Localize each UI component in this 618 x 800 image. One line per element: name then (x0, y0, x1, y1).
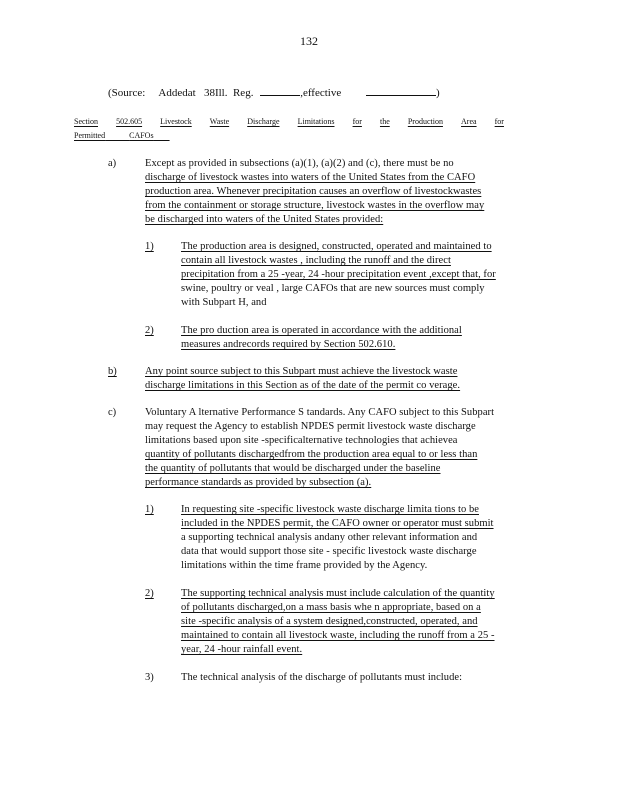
source-prefix: (Source: (108, 87, 146, 99)
para-c2-line: of pollutants discharged,on a mass basis whe n appropriate, based on a (181, 602, 481, 613)
section-heading-line-1 (74, 117, 504, 126)
para-a-marker: a) (108, 158, 117, 169)
para-a2-line: measures andrecords required by Section 502.610. (181, 339, 396, 350)
heading-word: for (352, 117, 362, 126)
para-a-line: production area. Whenever precipitation causes an overflow of livestockwastes (145, 186, 482, 197)
heading-word: CAFOs (129, 131, 154, 140)
para-c2-line: maintained to contain all livestock waste, including the runoff from a 25 - (181, 630, 495, 641)
page-number: 132 (300, 34, 318, 48)
source-added: Addedat (158, 87, 196, 99)
date-blank (366, 86, 436, 96)
para-c-line: performance standards as provided by subsection (a). (145, 477, 372, 488)
heading-word: for (494, 117, 504, 126)
source-reg: Reg. (232, 87, 254, 99)
para-c-line: limitations based upon site -specificalternative technologies that achievea (145, 435, 458, 446)
volume-blank (260, 86, 300, 96)
para-c1-line: data that would support those site - specific livestock waste discharge (181, 546, 477, 557)
para-c1-line: a supporting technical analysis andany other relevant information and (181, 532, 478, 543)
heading-word: Production (407, 117, 443, 126)
para-c-line: the quantity of pollutants that would be discharged under the baseline (145, 463, 441, 474)
heading-word: Section (74, 117, 98, 126)
para-c-marker: c) (108, 407, 117, 418)
heading-word: Permitted (74, 131, 106, 140)
source-note (108, 86, 440, 99)
para-a-line: Except as provided in subsections (a)(1), (a)(2) and (c), there must be no (145, 158, 454, 169)
para-b-marker: b) (108, 366, 117, 377)
para-a-line: discharge of livestock wastes into waters of the United States from the CAFO (145, 172, 476, 183)
para-c3-marker: 3) (145, 672, 154, 683)
heading-word: Waste (209, 117, 230, 126)
source-effective: ,effective (300, 87, 342, 99)
para-c2-marker: 2) (145, 588, 154, 599)
para-c2-line: year, 24 -hour rainfall event. (181, 644, 303, 655)
source-ill: 38Ill. (203, 87, 228, 99)
para-b-line: discharge limitations in this Section as of the date of the permit co verage. (145, 380, 461, 391)
para-a-line: from the containment or storage structure, livestock wastes in the overflow may (145, 200, 485, 211)
para-a1-marker: 1) (145, 241, 154, 252)
para-c1-line: limitations within the time frame provided by the Agency. (181, 560, 428, 571)
para-a-line: be discharged into waters of the United States provided: (145, 214, 384, 225)
para-a1-line: swine, poultry or veal , large CAFOs that are new sources must comply (181, 283, 485, 294)
para-c3-line: The technical analysis of the discharge of pollutants must include: (181, 672, 463, 683)
para-c-line: quantity of pollutants dischargedfrom the production area equal to or less than (145, 449, 478, 460)
source-close: ) (435, 87, 440, 99)
heading-word: Limitations (297, 117, 335, 126)
para-c1-marker: 1) (145, 504, 154, 515)
para-c2-line: site -specific analysis of a system designed,constructed, operated, and (181, 616, 478, 627)
para-a1-line: with Subpart H, and (181, 297, 267, 308)
heading-word: Livestock (160, 117, 192, 126)
para-a1-line: precipitation from a 25 -year, 24 -hour precipitation event ,except that, for (181, 269, 496, 280)
para-c2-line: The supporting technical analysis must include calculation of the quantity (181, 588, 495, 599)
para-a2-line: The pro duction area is operated in accordance with the additional (181, 325, 462, 336)
para-a1-line: contain all livestock wastes , including the runoff and the direct (181, 255, 451, 266)
para-b-line: Any point source subject to this Subpart must achieve the livestock waste (145, 366, 458, 377)
para-c1-line: included in the NPDES permit, the CAFO owner or operator must submit (181, 518, 494, 529)
heading-word: Area (461, 117, 477, 126)
para-c-line: Voluntary A lternative Performance S tandards. Any CAFO subject to this Subpart (145, 407, 495, 418)
heading-word: Discharge (247, 117, 280, 126)
para-a2-marker: 2) (145, 325, 154, 336)
para-c-line: may request the Agency to establish NPDES permit livestock waste discharge (145, 421, 476, 432)
heading-word: the (379, 117, 390, 126)
para-a1-line: The production area is designed, constructed, operated and maintained to (181, 241, 492, 252)
heading-word: 502.605 (116, 117, 143, 126)
para-c1-line: In requesting site -specific livestock waste discharge limita tions to be (181, 504, 479, 515)
section-heading-line-2 (74, 131, 170, 140)
